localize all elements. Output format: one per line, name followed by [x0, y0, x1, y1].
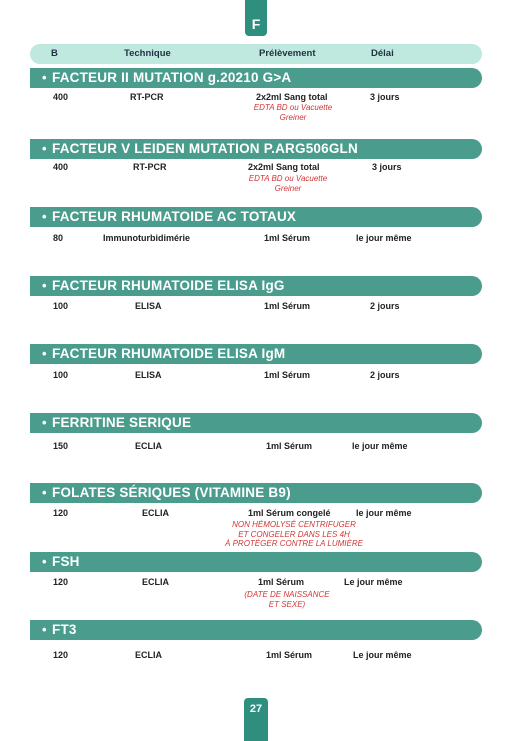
section-bar — [30, 207, 482, 227]
section-bar — [30, 139, 482, 159]
cell-delai: Le jour même — [344, 577, 403, 587]
page-number: 27 — [249, 703, 263, 715]
bullet: • — [42, 622, 47, 637]
cell-technique: RT-PCR — [130, 92, 164, 102]
section-title: FACTEUR II MUTATION g.20210 G>A — [52, 68, 291, 88]
cell-technique: ECLIA — [135, 650, 162, 660]
cell-prelevement: 1ml Sérum — [258, 577, 305, 587]
cell-technique: ECLIA — [142, 508, 169, 518]
cell-technique: Immunoturbidimérie — [103, 233, 191, 243]
col-prelevement: Prélèvement — [259, 48, 316, 59]
cell-b: 400 — [53, 92, 69, 102]
section-title: FACTEUR RHUMATOIDE ELISA IgG — [52, 276, 285, 296]
section-title: FERRITINE SERIQUE — [52, 413, 191, 433]
section-bar — [30, 552, 482, 572]
note-line: EDTA BD ou Vacuette — [248, 174, 328, 183]
cell-b: 100 — [53, 301, 69, 311]
bullet: • — [42, 209, 47, 224]
note-line: NON HÉMOLYSÉ CENTRIFUGER — [232, 520, 356, 529]
cell-prelevement: 1ml Sérum — [266, 650, 313, 660]
bullet: • — [42, 141, 47, 156]
cell-delai: 3 jours — [370, 92, 400, 102]
cell-technique: ECLIA — [142, 577, 169, 587]
cell-b: 120 — [53, 577, 69, 587]
cell-prelevement: 1ml Sérum — [264, 233, 311, 243]
cell-delai: le jour même — [352, 441, 408, 451]
cell-prelevement: 2x2ml Sang total — [248, 162, 320, 172]
col-delai: Délai — [371, 48, 394, 59]
sample-note — [238, 174, 338, 193]
cell-b: 80 — [53, 233, 64, 243]
note-line: EDTA BD ou Vacuette — [253, 103, 333, 112]
chapter-letter: F — [251, 16, 261, 32]
sample-note — [232, 590, 342, 609]
cell-b: 120 — [53, 508, 69, 518]
section-bar — [30, 276, 482, 296]
note-line: Greiner — [279, 112, 307, 122]
section-title: FSH — [52, 552, 80, 572]
sample-note — [214, 520, 374, 549]
section-bar — [30, 620, 482, 640]
cell-delai: 3 jours — [372, 162, 402, 172]
bullet: • — [42, 415, 47, 430]
cell-technique: RT-PCR — [133, 162, 167, 172]
section-title: FOLATES SÉRIQUES (VITAMINE B9) — [52, 483, 291, 503]
section-bar — [30, 344, 482, 364]
column-header — [30, 44, 482, 64]
note-line: À PROTÉGER CONTRE LA LUMIÈRE — [225, 539, 363, 548]
section-bar — [30, 68, 482, 88]
section-title: FACTEUR RHUMATOIDE AC TOTAUX — [52, 207, 296, 227]
bullet: • — [42, 278, 47, 293]
page-number-tab — [244, 698, 268, 741]
col-b: B — [51, 48, 58, 59]
cell-prelevement: 1ml Sérum congelé — [248, 508, 331, 518]
bullet: • — [42, 70, 47, 85]
cell-delai: 2 jours — [370, 370, 400, 380]
cell-technique: ELISA — [135, 301, 162, 311]
bullet: • — [42, 485, 47, 500]
cell-delai: 2 jours — [370, 301, 400, 311]
cell-b: 120 — [53, 650, 69, 660]
bullet: • — [42, 554, 47, 569]
cell-b: 400 — [53, 162, 69, 172]
section-title: FACTEUR V LEIDEN MUTATION P.ARG506GLN — [52, 139, 358, 159]
chapter-letter-tab — [245, 0, 267, 36]
note-line: Greiner — [274, 183, 302, 193]
cell-delai: le jour même — [356, 233, 412, 243]
cell-b: 100 — [53, 370, 69, 380]
sample-note — [243, 103, 343, 122]
cell-technique: ECLIA — [135, 441, 162, 451]
section-title: FT3 — [52, 620, 77, 640]
cell-delai: le jour même — [356, 508, 412, 518]
cell-technique: ELISA — [135, 370, 162, 380]
cell-b: 150 — [53, 441, 69, 451]
cell-prelevement: 1ml Sérum — [266, 441, 313, 451]
section-bar — [30, 483, 482, 503]
note-line: ET CONGELER DANS LES 4H — [238, 529, 350, 539]
note-line: (DATE DE NAISSANCE — [244, 590, 330, 599]
col-technique: Technique — [124, 48, 171, 59]
bullet: • — [42, 346, 47, 361]
section-title: FACTEUR RHUMATOIDE ELISA IgM — [52, 344, 285, 364]
note-line: ET SEXE) — [268, 599, 306, 609]
cell-prelevement: 1ml Sérum — [264, 370, 311, 380]
cell-prelevement: 1ml Sérum — [264, 301, 311, 311]
cell-prelevement: 2x2ml Sang total — [256, 92, 328, 102]
cell-delai: Le jour même — [353, 650, 412, 660]
section-bar — [30, 413, 482, 433]
